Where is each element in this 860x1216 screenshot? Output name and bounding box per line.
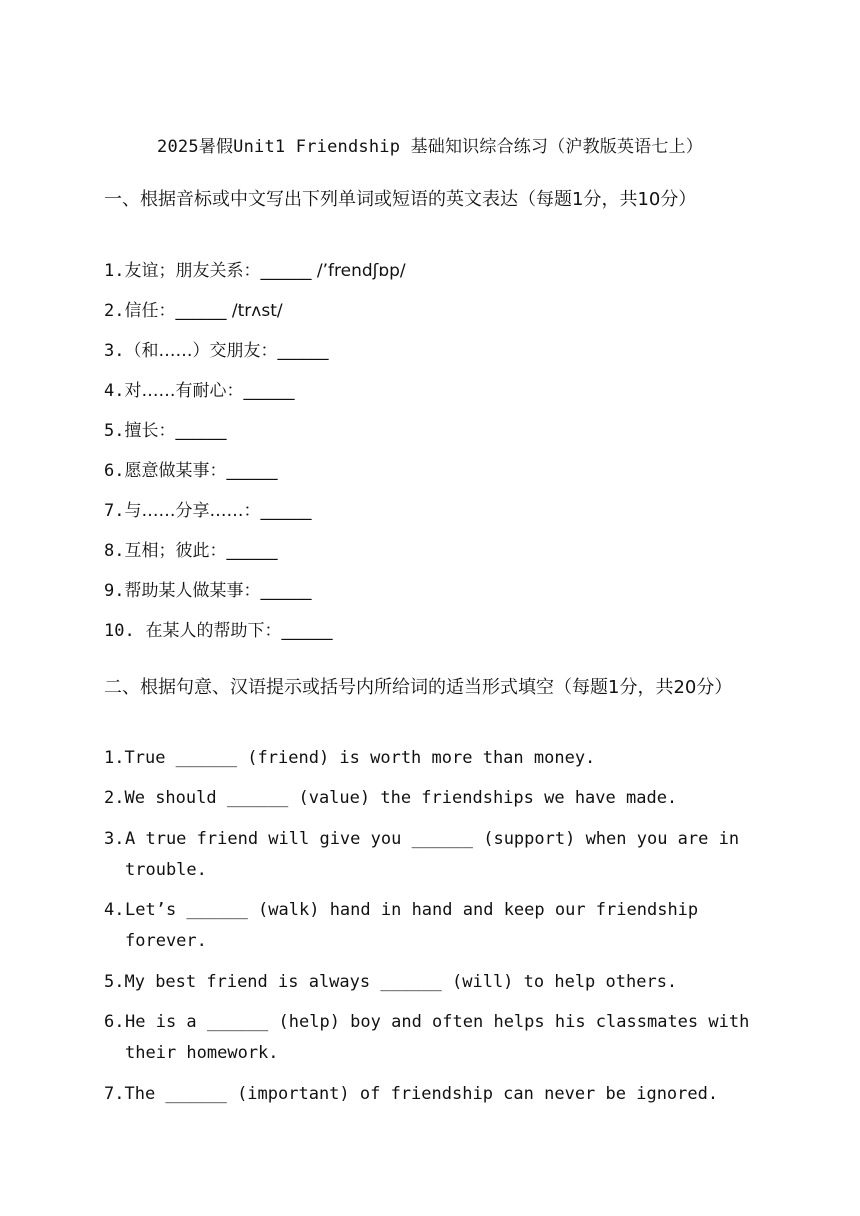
- section-1-item: [104, 336, 764, 367]
- item-number: 2.: [104, 788, 125, 808]
- item-number: 3.: [104, 341, 125, 361]
- item-number: 8.: [104, 541, 125, 561]
- item-text: （和……）交朋友：______: [124, 341, 329, 361]
- item-number: 4.: [104, 381, 125, 401]
- item-text: My best friend is always ______ (will) to help others.: [124, 972, 678, 992]
- item-number: 6.: [104, 461, 125, 481]
- item-text: 在某人的帮助下：______: [134, 621, 333, 641]
- item-text: 互相；彼此：______: [124, 541, 278, 561]
- section-1-item: [104, 456, 764, 487]
- section-2-item: [104, 743, 764, 774]
- item-number: 2.: [104, 301, 125, 321]
- section-1-item: [104, 496, 764, 527]
- item-text: 与……分享……：______: [124, 501, 312, 521]
- item-number: 7.: [104, 501, 125, 521]
- section-1-heading: 一、根据音标或中文写出下列单词或短语的英文表达（每题1分，共10分）: [104, 189, 697, 210]
- item-number: 1.: [104, 748, 125, 768]
- section-1-item: [104, 296, 764, 327]
- item-text: 对……有耐心：______: [124, 381, 295, 401]
- section-2-item: [104, 1079, 764, 1110]
- section-2-item: [104, 895, 754, 957]
- item-text: The ______ (important) of friendship can never be ignored.: [124, 1084, 719, 1104]
- item-text: He is a ______ (help) boy and often helps his classmates with their homework.: [125, 1012, 750, 1063]
- section-2-item: [104, 824, 754, 886]
- item-number: 5.: [104, 972, 125, 992]
- item-number: 4.: [104, 900, 125, 920]
- item-text: Let’s ______ (walk) hand in hand and keep our friendship forever.: [125, 900, 699, 951]
- section-1-item: [104, 256, 764, 287]
- page-title: 2025暑假Unit1 Friendship 基础知识综合练习（沪教版英语七上）: [157, 137, 703, 157]
- section-1-item: [104, 576, 764, 607]
- section-1-item: [104, 416, 764, 447]
- item-text: 友谊；朋友关系：______ /’frendʃɒp/: [124, 261, 406, 281]
- item-text: 信任：______ /trʌst/: [124, 301, 283, 321]
- section-2-item: [104, 783, 764, 814]
- section-2-item: [104, 967, 764, 998]
- section-1-item: [104, 536, 764, 567]
- item-text: 擅长：______: [124, 421, 227, 441]
- item-text: True ______ (friend) is worth more than money.: [124, 748, 596, 768]
- section-1-item: [104, 376, 764, 407]
- section-1-item: [104, 616, 764, 647]
- item-number: 1.: [104, 261, 125, 281]
- section-2-item: [104, 1007, 754, 1069]
- item-text: We should ______ (value) the friendships we have made.: [124, 788, 678, 808]
- item-text: 帮助某人做某事：______: [124, 581, 312, 601]
- item-number: 3.: [104, 829, 125, 849]
- item-number: 7.: [104, 1084, 125, 1104]
- item-number: 5.: [104, 421, 125, 441]
- item-number: 9.: [104, 581, 125, 601]
- item-number: 10.: [104, 621, 135, 641]
- item-text: A true friend will give you ______ (support) when you are in trouble.: [125, 829, 740, 880]
- section-2-heading: 二、根据句意、汉语提示或括号内所给词的适当形式填空（每题1分，共20分）: [104, 677, 733, 698]
- item-text: 愿意做某事：______: [124, 461, 278, 481]
- item-number: 6.: [104, 1012, 125, 1032]
